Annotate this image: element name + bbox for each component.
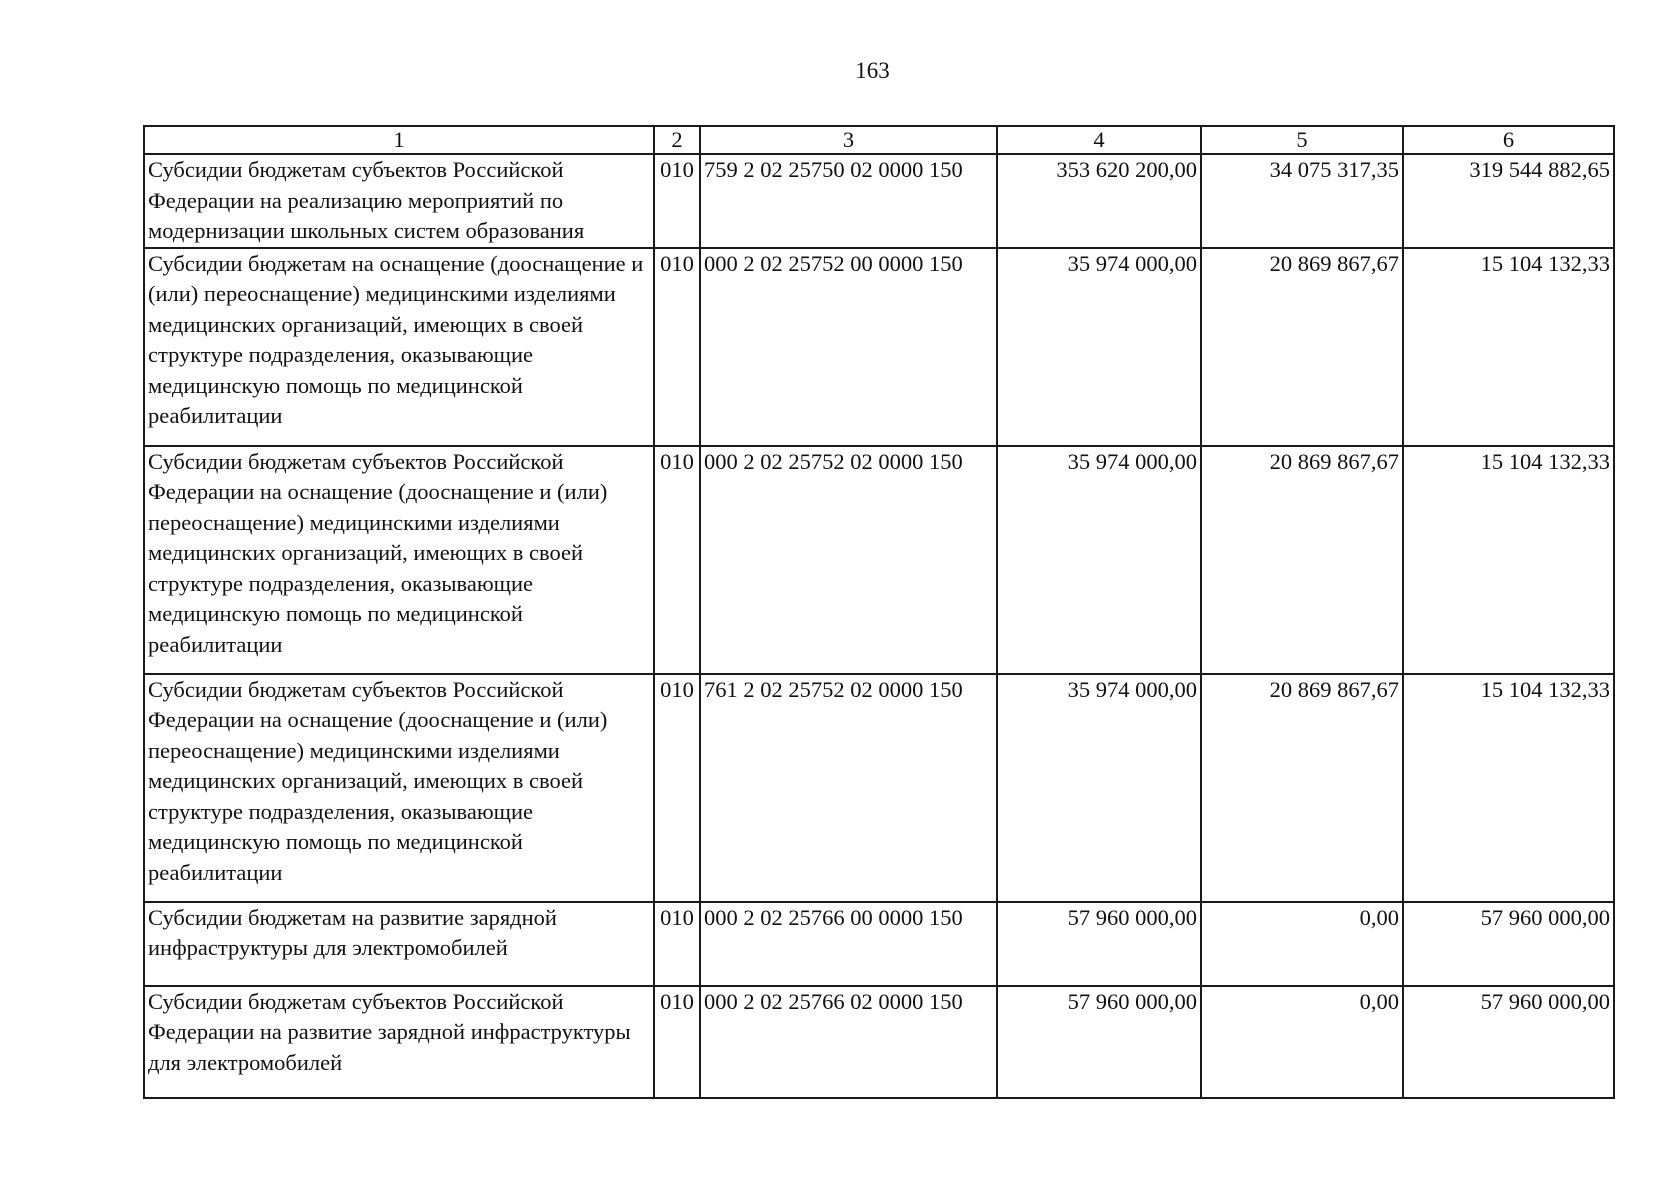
table-row [144, 674, 1614, 902]
line-code-cell: 010 [654, 154, 700, 248]
income-name-cell: Субсидии бюджетам субъектов Российской Федерации на оснащение (дооснащение и (или) переоснащение) медицинскими изделиями медицинских организаций, имеющих в своей структуре подразделения, оказывающие медицинскую помощь по медицинской реабилитации [144, 674, 654, 902]
unexecuted-amount-cell: 57 960 000,00 [1403, 986, 1614, 1098]
line-code-cell: 010 [654, 674, 700, 902]
table-row [144, 154, 1614, 248]
income-name-cell: Субсидии бюджетам субъектов Российской Федерации на развитие зарядной инфраструктуры для электромобилей [144, 986, 654, 1098]
page-number: 163 [855, 58, 890, 83]
line-code-cell: 010 [654, 248, 700, 446]
column-header-4: 4 [997, 126, 1201, 154]
executed-amount-cell: 0,00 [1201, 902, 1403, 986]
executed-amount-cell: 0,00 [1201, 986, 1403, 1098]
header-row [144, 126, 1614, 154]
income-name-cell: Субсидии бюджетам на развитие зарядной инфраструктуры для электромобилей [144, 902, 654, 986]
approved-amount-cell: 57 960 000,00 [997, 902, 1201, 986]
executed-amount-cell: 20 869 867,67 [1201, 248, 1403, 446]
table-row [144, 446, 1614, 674]
line-code-cell: 010 [654, 902, 700, 986]
approved-amount-cell: 35 974 000,00 [997, 248, 1201, 446]
unexecuted-amount-cell: 319 544 882,65 [1403, 154, 1614, 248]
table-row [144, 248, 1614, 446]
approved-amount-cell: 57 960 000,00 [997, 986, 1201, 1098]
unexecuted-amount-cell: 15 104 132,33 [1403, 248, 1614, 446]
line-code-cell: 010 [654, 446, 700, 674]
unexecuted-amount-cell: 57 960 000,00 [1403, 902, 1614, 986]
column-header-6: 6 [1403, 126, 1614, 154]
budget-classification-code-cell: 759 2 02 25750 02 0000 150 [700, 154, 997, 248]
unexecuted-amount-cell: 15 104 132,33 [1403, 674, 1614, 902]
column-header-2: 2 [654, 126, 700, 154]
budget-classification-code-cell: 000 2 02 25766 02 0000 150 [700, 986, 997, 1098]
budget-classification-code-cell: 761 2 02 25752 02 0000 150 [700, 674, 997, 902]
budget-income-table [143, 125, 1615, 1099]
income-name-cell: Субсидии бюджетам субъектов Российской Федерации на оснащение (дооснащение и (или) переоснащение) медицинскими изделиями медицинских организаций, имеющих в своей структуре подразделения, оказывающие медицинскую помощь по медицинской реабилитации [144, 446, 654, 674]
executed-amount-cell: 34 075 317,35 [1201, 154, 1403, 248]
approved-amount-cell: 35 974 000,00 [997, 446, 1201, 674]
budget-classification-code-cell: 000 2 02 25766 00 0000 150 [700, 902, 997, 986]
income-name-cell: Субсидии бюджетам на оснащение (дооснащение и (или) переоснащение) медицинскими изделиями медицинских организаций, имеющих в своей структуре подразделения, оказывающие медицинскую помощь по медицинской реабилитации [144, 248, 654, 446]
unexecuted-amount-cell: 15 104 132,33 [1403, 446, 1614, 674]
column-header-3: 3 [700, 126, 997, 154]
column-header-1: 1 [144, 126, 654, 154]
approved-amount-cell: 353 620 200,00 [997, 154, 1201, 248]
executed-amount-cell: 20 869 867,67 [1201, 674, 1403, 902]
budget-classification-code-cell: 000 2 02 25752 00 0000 150 [700, 248, 997, 446]
budget-classification-code-cell: 000 2 02 25752 02 0000 150 [700, 446, 997, 674]
line-code-cell: 010 [654, 986, 700, 1098]
approved-amount-cell: 35 974 000,00 [997, 674, 1201, 902]
column-header-5: 5 [1201, 126, 1403, 154]
table-row [144, 902, 1614, 986]
executed-amount-cell: 20 869 867,67 [1201, 446, 1403, 674]
table-row [144, 986, 1614, 1098]
income-name-cell: Субсидии бюджетам субъектов Российской Федерации на реализацию мероприятий по модернизации школьных систем образования [144, 154, 654, 248]
